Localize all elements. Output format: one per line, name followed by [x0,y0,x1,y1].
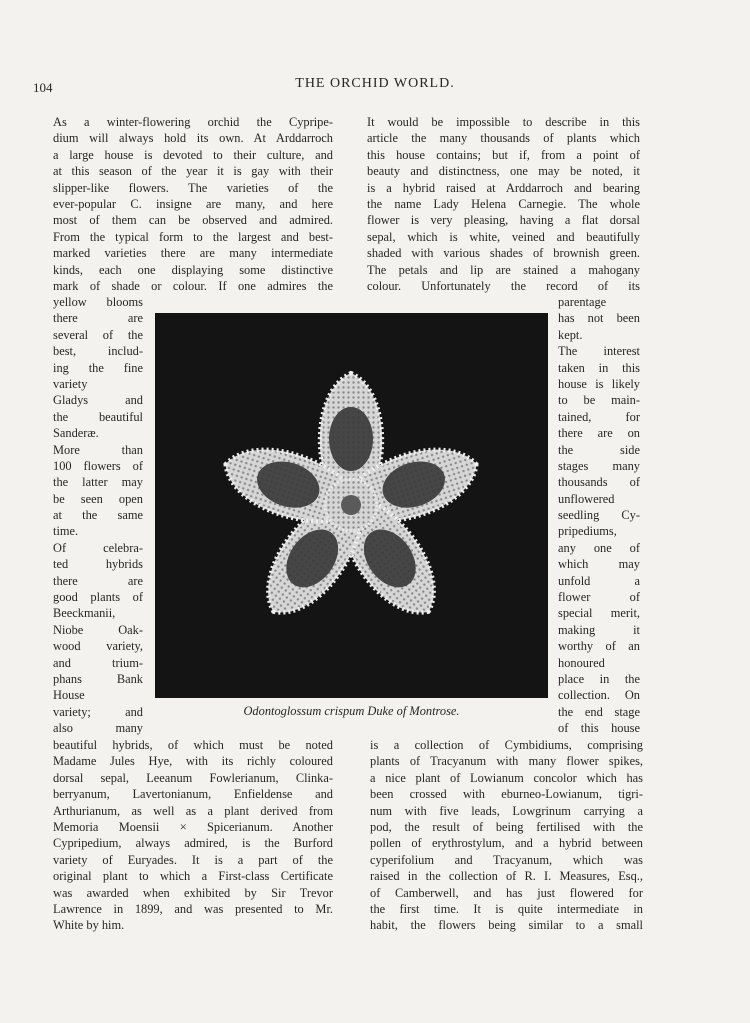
text-line: place in the [558,671,640,686]
text-line: honoured [558,655,605,670]
text-line: unflowered [558,491,615,506]
text-line: has not been [558,311,640,326]
text-line: of Camberwell, and has just flowered for [370,885,643,900]
text-line: Of celebra- [53,540,143,555]
text-line: plants of Tracyanum with many flower spikes, [370,754,643,769]
text-line: the name Lady Helena Carnegie. The whole [367,196,640,211]
text-line: be seen open [53,491,143,506]
text-line: sepal, which is white, veined and beautifully [367,229,640,244]
text-line: thousands of [558,475,640,490]
text-line: White by him. [53,918,125,933]
text-line: best, includ- [53,344,143,359]
text-line: stages many [558,458,640,473]
text-line: making it [558,622,640,637]
text-line: ever-popular C. insigne are many, and here [53,196,333,211]
flower-column [325,479,377,531]
text-line: special merit, [558,606,640,621]
text-line: is a collection of Cymbidiums, comprising [370,738,643,752]
text-line: tained, for [558,409,640,424]
text-line: variety; and [53,704,143,719]
text-line: pripediums, [558,524,617,539]
text-line: the first time. It is quite intermediate in [370,901,643,916]
text-line: variety [53,376,88,391]
text-line: good plants of [53,590,143,605]
text-line: dium will always hold its own. At Arddarroch [53,131,333,146]
text-line: flower is very pleasing, having a flat dorsal [367,213,640,228]
text-line: phans Bank [53,671,143,686]
text-line: slipper-like flowers. The varieties of the [53,180,333,195]
text-line: Beeckmanii, [53,606,116,621]
orchid-photograph [155,313,548,698]
text-line: article the many thousands of plants which [367,131,640,146]
text-line: wood variety, [53,639,143,654]
running-title: THE ORCHID WORLD. [295,76,455,91]
right-column-narrow [558,294,640,737]
right-column-bottom [370,737,643,934]
text-line: kept. [558,327,583,342]
text-line: Arthurianum, as well as a plant derived from [53,803,333,818]
right-column-top [367,114,640,294]
text-line: of this house [558,721,640,736]
text-line: collection. On [558,688,640,703]
text-line: yellow blooms [53,295,143,309]
text-line: original plant to which a First-class Certificate [53,869,333,884]
text-line: variety of Euryades. It is a part of the [53,852,333,867]
text-line: which may [558,557,640,572]
text-line: House [53,688,85,703]
text-line: From the typical form to the largest and best- [53,229,333,244]
text-line: raised in the collection of R. I. Measures, Esq., [370,869,643,884]
text-line: colour. Unfortunately the record of its [367,278,640,293]
text-line: been crossed with eburneo-Lowianum, tigri- [370,787,643,802]
text-line: num with five leads, Lowgrinum carrying a [370,803,643,818]
text-line: More than [53,442,143,457]
text-line: the side [558,442,640,457]
text-line: cyperifolium and Tracyanum, which was [370,852,643,867]
left-column-top [53,114,333,294]
text-line: ing the fine [53,360,143,375]
text-line: time. [53,524,79,539]
text-line: Cypripedium, always admired, is the Burford [53,836,333,851]
text-line: and trium- [53,655,143,670]
left-column-narrow [53,294,143,737]
text-line: shaded with various shades of brownish green. [367,246,640,261]
text-line: there are on [558,426,640,441]
text-line: there are [53,311,143,326]
text-line: house is likely [558,376,640,391]
page-number: 104 [33,80,53,95]
text-line: the beautiful [53,409,143,424]
text-line: a large house is devoted to their culture, and [53,147,333,162]
text-line: marked varieties there are many intermediate [53,246,333,261]
text-line: several of the [53,327,143,342]
text-line: taken in this [558,360,640,375]
text-line: also many [53,721,143,736]
text-line: habit, the flowers being similar to a small [370,918,643,933]
text-line: a nice plant of Lowianum concolor which has [370,770,643,785]
text-line: most of them can be observed and admired. [53,213,333,228]
text-line: It would be impossible to describe in this [367,115,640,129]
text-line: to be main- [558,393,640,408]
text-line: Memoria Moensii × Spicerianum. Another [53,819,333,834]
text-line: at the same [53,508,143,523]
text-line: pod, the result of being fertilised with the [370,819,643,834]
text-line: Sanderæ. [53,426,99,441]
text-line: at this season of the year it is gay with their [53,164,333,179]
text-line: beauty and distinctness, one may be noted, it [367,164,640,179]
text-line: was awarded when exhibited by Sir Trevor [53,885,333,900]
text-line: worthy of an [558,639,640,654]
text-line: Niobe Oak- [53,622,143,637]
text-line: seedling Cy- [558,508,640,523]
text-line: flower of [558,590,640,605]
text-line: parentage [558,295,607,309]
text-line: As a winter-flowering orchid the Cypripe- [53,115,333,129]
text-line: The interest [558,344,640,359]
text-line: unfold a [558,573,640,588]
text-line: berryanum, Lavertonianum, Enfieldense and [53,787,333,802]
text-line: any one of [558,540,640,555]
text-line: this house contains; but if, from a point of [367,147,640,162]
text-line: dorsal sepal, Leeanum Fowlerianum, Clinka- [53,770,333,785]
text-line: The petals and lip are stained a mahogany [367,262,640,277]
text-line: pollen of erythrostylum, and a hybrid between [370,836,643,851]
text-line: there are [53,573,143,588]
left-column-bottom [53,737,333,934]
text-line: kinds, each one displaying some distinctive [53,262,333,277]
text-line: Madame Jules Hye, with its richly coloured [53,754,333,769]
text-line: beautiful hybrids, of which must be noted [53,738,333,752]
text-line: ted hybrids [53,557,143,572]
text-line: the end stage [558,704,640,719]
text-line: Gladys and [53,393,143,408]
text-line: mark of shade or colour. If one admires the [53,278,333,293]
text-line: the latter may [53,475,143,490]
figure-caption: Odontoglossum crispum Duke of Montrose. [243,704,460,718]
text-line: 100 flowers of [53,458,143,473]
text-line: is a hybrid raised at Arddarroch and bearing [367,180,640,195]
text-line: Lawrence in 1899, and was presented to Mr. [53,901,333,916]
